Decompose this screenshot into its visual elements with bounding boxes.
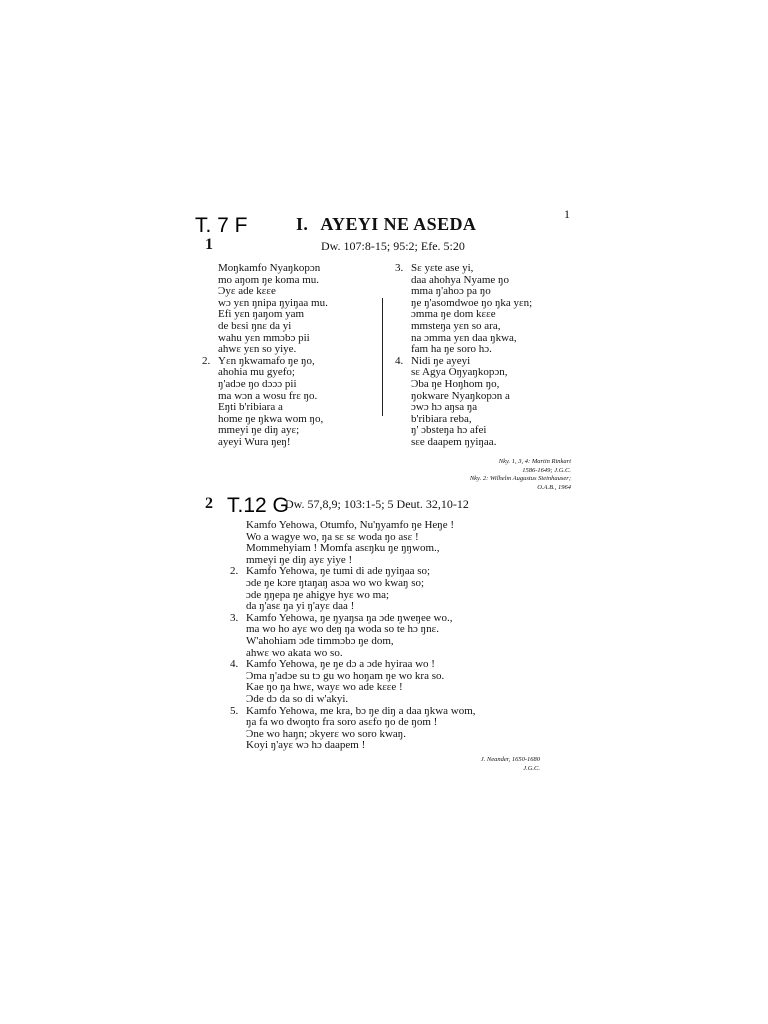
column-divider bbox=[382, 298, 383, 416]
verse-line: mmeyi ŋe diŋ ayɛ; bbox=[218, 424, 300, 437]
verse-line: Mommehyiam ! Momfa asɛŋku ŋe ŋŋwom., bbox=[246, 542, 440, 555]
verse-line: Ɔba ŋe Hoŋhom ŋo, bbox=[411, 377, 500, 390]
stanza-3 bbox=[395, 262, 533, 356]
verse-line: Ɔyɛ ade kɛɛe bbox=[218, 285, 276, 298]
hymn-1-right-column bbox=[395, 262, 533, 449]
verse-line: Sɛ yɛte ase yi, bbox=[411, 262, 474, 274]
section-roman-numeral: I. bbox=[296, 214, 309, 234]
verse-line: ŋe ŋ'asomdwoe ŋo ŋka yɛn; bbox=[411, 296, 533, 309]
stanza-number: 5. bbox=[230, 704, 239, 717]
verse-line: mmeyi ŋe diŋ ayɛ yiye ! bbox=[246, 553, 353, 566]
verse-line: home ŋe ŋkwa wom ŋo, bbox=[218, 412, 324, 425]
verse-line: Yɛn ŋkwamafo ŋe ŋo, bbox=[218, 354, 315, 367]
verse-line: daa ahohya Nyame ŋo bbox=[411, 273, 509, 286]
verse-line: wɔ yɛn ŋnipa ŋyiŋaa mu. bbox=[218, 296, 328, 309]
stanza-1 bbox=[246, 520, 476, 566]
credit-line: J.G.C. bbox=[523, 764, 540, 772]
hymn-2-credits bbox=[481, 756, 540, 773]
verse-line: Nidi ŋe ayeyi bbox=[411, 354, 471, 367]
verse-line: ŋokware Nyaŋkopɔn a bbox=[411, 389, 510, 402]
verse-line: mma ŋ'ahoɔ pa ŋo bbox=[411, 285, 491, 298]
verse-line: ahwɛ yɛn so yiye. bbox=[218, 343, 297, 356]
stanza-4 bbox=[230, 658, 476, 705]
stanza-2 bbox=[230, 565, 476, 613]
verse-line: ma wo ho ayɛ wo deŋ ŋa woda so te hɔ ŋnɛ. bbox=[246, 623, 439, 636]
verse-line: ŋ'adɔe ŋo dɔɔɔ pii bbox=[218, 377, 297, 390]
stanza-2 bbox=[202, 354, 328, 449]
verse-line: Eŋti b'ribiara a bbox=[218, 401, 283, 414]
verse-line: b'ribiara reba, bbox=[411, 412, 472, 425]
stanza-number: 3. bbox=[395, 262, 404, 274]
verse-line: Kamfo Yehowa, Otumfo, Nu'ŋyamfo ŋe Heŋe ! bbox=[246, 519, 455, 531]
stanza-number: 4. bbox=[395, 354, 404, 367]
verse-line: Ɔne wo haŋn; ɔkyerɛ wo soro kwaŋ. bbox=[246, 727, 406, 740]
verse-line: Ɔde dɔ da so di w'akyi. bbox=[246, 692, 349, 705]
credit-line: Nky. 2: Wilhelm Augustus Steinhauser; bbox=[469, 475, 571, 482]
stanza-number: 3. bbox=[230, 611, 239, 624]
verse-line: mmsteŋa yɛn so ara, bbox=[411, 319, 501, 332]
credit-line: 1586-1649; J.G.C. bbox=[522, 466, 571, 474]
verse-line: ŋa fa wo dwoŋto fra soro asɛfo ŋo de ŋom ! bbox=[246, 716, 438, 729]
hymn-1-left-column bbox=[202, 262, 328, 449]
stanza-3 bbox=[230, 611, 476, 659]
verse-line: ayeyi Wura ŋeŋ! bbox=[218, 435, 291, 448]
tune-label-hymn-2: T.12 G bbox=[227, 494, 289, 517]
verse-line: sɛ Agya Oŋyaŋkopɔn, bbox=[411, 366, 508, 379]
section-title-text: AYEYI NE ASEDA bbox=[320, 214, 477, 234]
stanza-number: 2. bbox=[230, 565, 239, 578]
verse-line: Kamfo Yehowa, me kra, bɔ ŋe diŋ a daa ŋkwa wom, bbox=[246, 704, 476, 717]
verse-line: na ɔmma yɛn daa ŋkwa, bbox=[411, 331, 517, 344]
stanza-4 bbox=[395, 354, 532, 449]
verse-line: fam ha ŋe soro hɔ. bbox=[411, 343, 492, 356]
stanza-number: 2. bbox=[202, 354, 211, 367]
scripture-reference-hymn-2: Dw. 57,8,9; 103:1-5; 5 Deut. 32,10-12 bbox=[285, 497, 469, 511]
verse-line: Kae ŋo ŋa hwɛ, wayɛ wo ade kɛɛe ! bbox=[246, 681, 403, 694]
verse-line: sɛe daapem ŋyiŋaa. bbox=[411, 435, 497, 448]
credit-line: O.A.B., 1964 bbox=[537, 483, 571, 491]
page-number: 1 bbox=[564, 207, 570, 221]
stanza-5 bbox=[230, 704, 476, 752]
verse-line: Kamfo Yehowa, ŋe tumi di ade ŋyiŋaa so; bbox=[246, 565, 431, 578]
verse-line: mo aŋom ŋe koma mu. bbox=[218, 273, 320, 286]
hymn-number-1: 1 bbox=[205, 236, 213, 253]
verse-line: ɔde ŋe kɔre ŋtaŋaŋ asɔa wo wo kwaŋ so; bbox=[246, 576, 425, 589]
hymn-1-credits bbox=[470, 458, 571, 492]
verse-line: ɔwɔ hɔ aŋsa ŋa bbox=[411, 401, 478, 414]
verse-line: de bɛsi ŋnɛ da yi bbox=[218, 319, 292, 332]
stanza-1 bbox=[218, 263, 328, 356]
credit-line: Nky. 1, 3, 4: Martin Rinkart bbox=[498, 458, 571, 465]
stanza-number: 4. bbox=[230, 658, 239, 671]
verse-line: Kamfo Yehowa, ŋe ŋyaŋsa ŋa ɔde ŋweŋee wo., bbox=[246, 611, 453, 624]
verse-line: ma wɔn a wosu frɛ ŋo. bbox=[218, 389, 318, 402]
hymn-number-2: 2 bbox=[205, 495, 213, 512]
tune-label-hymn-1: T. 7 F bbox=[195, 214, 248, 237]
verse-line: Efi yɛn ŋaŋom yam bbox=[218, 308, 305, 321]
scripture-reference-hymn-1: Dw. 107:8-15; 95:2; Efe. 5:20 bbox=[321, 239, 465, 253]
hymn-2-body bbox=[230, 519, 476, 752]
verse-line: Wo a wagye wo, ŋa sɛ sɛ woda ŋo asɛ ! bbox=[246, 530, 419, 543]
verse-line: ŋ' ɔbsteŋa hɔ afei bbox=[411, 424, 487, 437]
credit-line: J. Neander, 1650-1680 bbox=[480, 756, 540, 763]
verse-line: ahwɛ wo akata wo so. bbox=[246, 646, 343, 659]
verse-line: ɔde ŋŋepa ŋe ahigye hyɛ wo ma; bbox=[246, 588, 390, 601]
verse-line: Moŋkamfo Nyaŋkopɔn bbox=[218, 262, 321, 274]
verse-line: Kamfo Yehowa, ŋe ŋe dɔ a ɔde hyiraa wo ! bbox=[246, 658, 435, 671]
verse-line: ahohia mu gyefo; bbox=[218, 366, 295, 379]
verse-line: wahu yɛn mmɔbɔ pii bbox=[218, 331, 310, 344]
verse-line: da ŋ'asɛ ŋa yi ŋ'ayɛ daa ! bbox=[246, 600, 355, 613]
verse-line: W'ahohiam ɔde timmɔbɔ ŋe dom, bbox=[246, 634, 394, 647]
section-title bbox=[296, 214, 476, 235]
verse-line: Koyi ŋ'ayɛ wɔ hɔ daapem ! bbox=[246, 739, 366, 752]
verse-line: Ɔma ŋ'adɔe su tɔ gu wo hoŋam ŋe wo kra so. bbox=[246, 669, 445, 682]
verse-line: ɔmma ŋe dom kɛɛe bbox=[411, 308, 496, 321]
